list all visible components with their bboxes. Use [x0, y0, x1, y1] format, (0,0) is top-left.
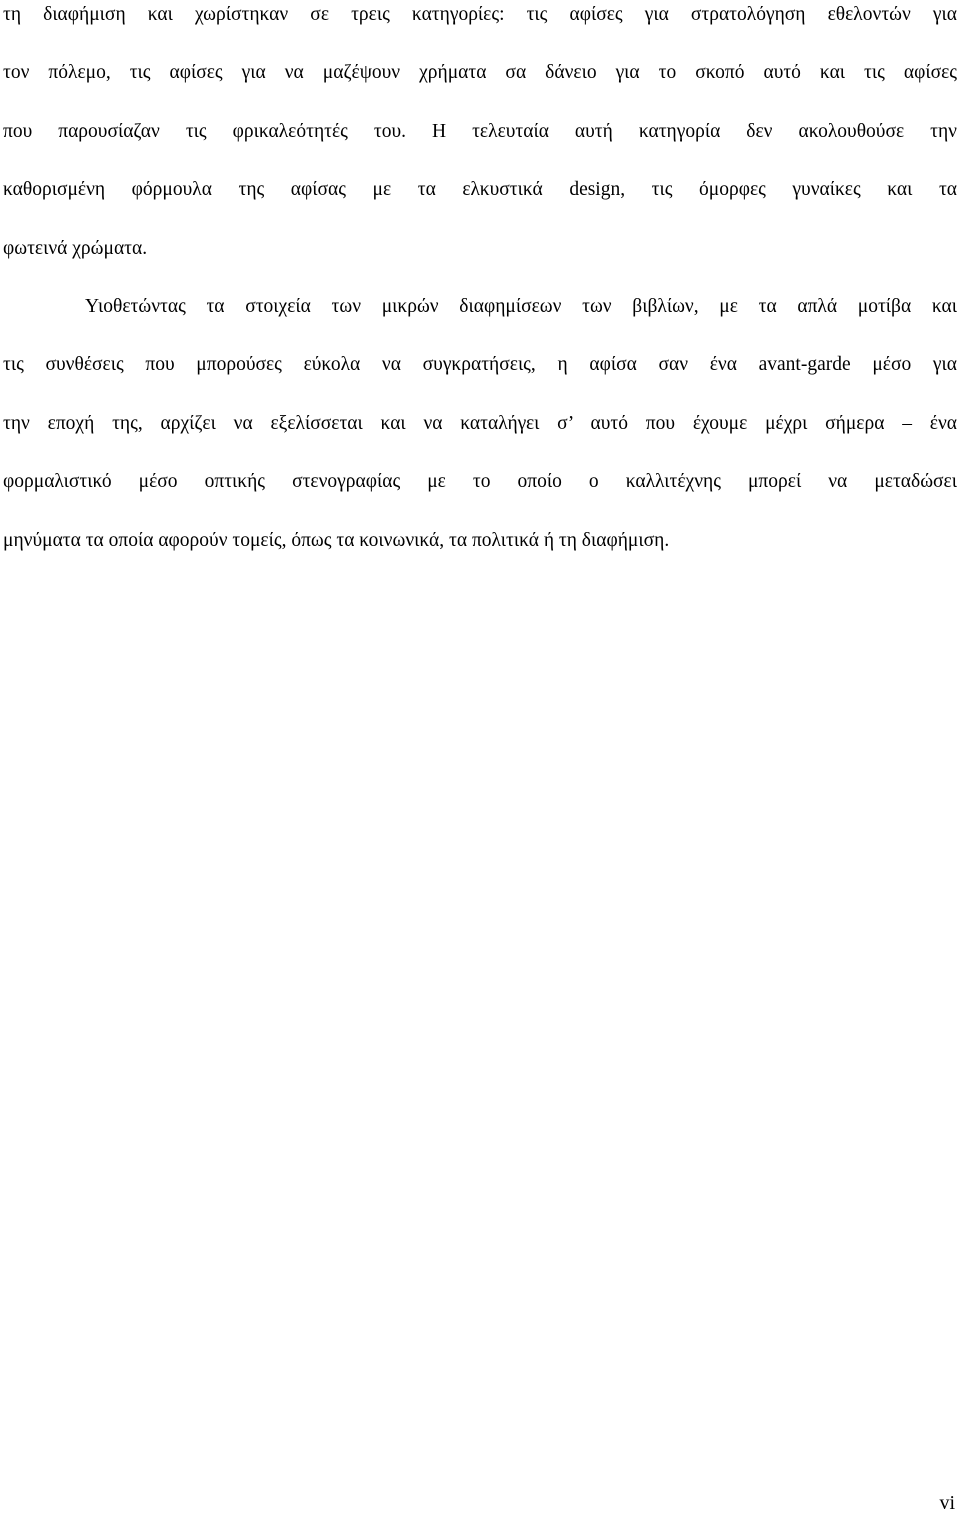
paragraph-line: τη διαφήμιση και χωρίστηκαν σε τρεις κατηγορίες: τις αφίσες για στρατολόγηση εθελοντών για	[3, 4, 957, 25]
paragraph-line: καθορισμένη φόρμουλα της αφίσας με τα ελκυστικά design, τις όμορφες γυναίκες και τα	[3, 179, 957, 201]
paragraph-line: μηνύματα τα οποία αφορούν τομείς, όπως τα κοινωνικά, τα πολιτικά ή τη διαφήμιση.	[3, 529, 670, 551]
paragraph-line: φωτεινά χρώματα.	[3, 237, 148, 259]
paragraph-2	[3, 278, 957, 570]
paragraph-line: τις συνθέσεις που μπορούσες εύκολα να συγκρατήσεις, η αφίσα σαν ένα avant-garde μέσο για	[3, 354, 957, 376]
paragraph-line: την εποχή της, αρχίζει να εξελίσσεται και να καταλήγει σ’ αυτό που έχουμε μέχρι σήμερα – ένα	[3, 412, 957, 434]
page-number: vi	[939, 1492, 955, 1514]
paragraph-line: που παρουσίαζαν τις φρικαλεότητές του. Η τελευταία αυτή κατηγορία δεν ακολουθούσε την	[3, 120, 957, 142]
paragraph-line: φορμαλιστικό μέσο οπτικής στενογραφίας με το οποίο ο καλλιτέχνης μπορεί να μεταδώσει	[3, 471, 957, 493]
paragraph-1	[3, 0, 957, 278]
paragraph-line: Υιοθετώντας τα στοιχεία των μικρών διαφημίσεων των βιβλίων, με τα απλά μοτίβα και	[85, 296, 957, 317]
paragraph-line: τον πόλεμο, τις αφίσες για να μαζέψουν χρήματα σα δάνειο για το σκοπό αυτό και τις αφίσες	[3, 62, 957, 84]
